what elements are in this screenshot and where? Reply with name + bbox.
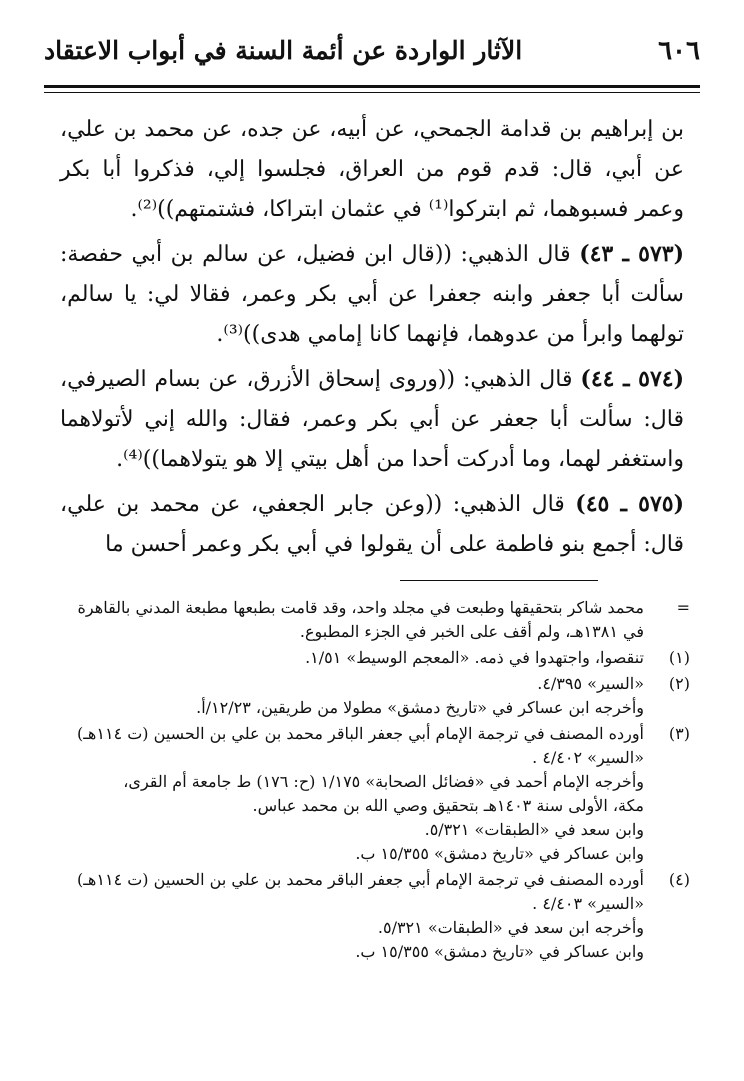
- footnote-mark: (٤): [668, 870, 690, 889]
- footnote-line: وأخرجه ابن عساكر في «تاريخ دمشق» مطولا من طريقين، ١٢/٢٣/أ.: [196, 698, 644, 717]
- athar-573: [60, 234, 684, 355]
- footnote-line: في ١٣٨١هـ، ولم أقف على الخبر في الجزء المطبوع.: [299, 622, 644, 641]
- paragraph-continuation: بن إبراهيم بن قدامة الجمحي، عن أبيه، عن جده، عن محمد بن علي، عن أبي، قال: قدم قوم من العراق، فجلسوا إلي، فذكروا أبا بكر وعمر فسبوهما، ثم ابتركوا⁽¹⁾ في عثمان ابتراكا، فشتمتهم))⁽²⁾.: [60, 117, 684, 222]
- running-title: الآثار الواردة عن أئمة السنة في أبواب الاعتقاد: [44, 36, 523, 65]
- footnote-line: وابن عساكر في «تاريخ دمشق» ١٥/٣٥٥ ب.: [355, 844, 644, 863]
- footnotes: [40, 596, 696, 966]
- footnote-mark: =: [676, 598, 690, 617]
- athar-575: [60, 484, 684, 565]
- athar-574: [60, 359, 684, 480]
- footnote-line: «السير» ٤/٤٠٣ .: [532, 894, 644, 913]
- footnote-line: وابن عساكر في «تاريخ دمشق» ١٥/٣٥٥ ب.: [355, 942, 644, 961]
- athar-number: (٥٧٣ ـ ٤٣): [579, 241, 684, 267]
- athar-text: قال الذهبي: ((وعن جابر الجعفي، عن محمد بن علي، قال: أجمع بنو فاطمة على أن يقولوا في أبي بكر وعمر أحسن ما: [60, 492, 684, 557]
- header-rule-thin: [44, 92, 700, 93]
- main-text: [60, 110, 684, 569]
- footnote-4: [40, 868, 696, 964]
- footnote-line: مكة، الأولى سنة ١٤٠٣هـ بتحقيق وصي الله بن محمد عباس.: [252, 796, 644, 815]
- page-header: [44, 30, 700, 82]
- footnote-1: [40, 646, 696, 670]
- header-rule: [44, 85, 700, 88]
- athar-text: قال الذهبي: ((وروى إسحاق الأزرق، عن بسام الصيرفي، قال: سألت أبا جعفر عن أبي بكر وعمر، فقال: والله إني لأتولاهما واستغفر لهما، وما أدركت أحدا من أهل بيتي إلا هو يتولاهما))⁽⁴⁾.: [60, 367, 684, 472]
- footnote-line: أورده المصنف في ترجمة الإمام أبي جعفر الباقر محمد بن علي بن الحسين (ت ١١٤هـ): [77, 870, 644, 889]
- footnote-mark: (٢): [668, 674, 690, 693]
- page-number: ٦٠٦: [658, 36, 700, 66]
- footnote-line: وابن سعد في «الطبقات» ٥/٣٢١.: [424, 820, 644, 839]
- footnote-mark: (٣): [668, 724, 690, 743]
- footnote-line: «السير» ٤/٤٠٢ .: [532, 748, 644, 767]
- footnote-line: محمد شاكر بتحقيقها وطبعت في مجلد واحد، وقد قامت بطبعها مطبعة المدني بالقاهرة: [77, 598, 644, 617]
- footnote-line: وأخرجه ابن سعد في «الطبقات» ٥/٣٢١.: [377, 918, 644, 937]
- athar-number: (٥٧٥ ـ ٤٥): [575, 491, 685, 517]
- footnote-separator: [400, 580, 598, 581]
- footnote-line: وأخرجه الإمام أحمد في «فضائل الصحابة» ١/١٧٥ (ح: ١٧٦) ط جامعة أم القرى،: [123, 772, 644, 791]
- footnote-2: [40, 672, 696, 720]
- footnote-line: أورده المصنف في ترجمة الإمام أبي جعفر الباقر محمد بن علي بن الحسين (ت ١١٤هـ): [77, 724, 644, 743]
- footnote-continuation: [40, 596, 696, 644]
- footnote-mark: (١): [668, 648, 690, 667]
- footnote-line: «السير» ٤/٣٩٥.: [537, 674, 644, 693]
- athar-text: قال الذهبي: ((قال ابن فضيل، عن سالم بن أبي حفصة: سألت أبا جعفر وابنه جعفرا عن أبي بكر وعمر، فقالا لي: يا سالم، تولهما وابرأ من عدوهما، فإنهما كانا إمامي هدى))⁽³⁾.: [60, 242, 684, 347]
- footnote-3: [40, 722, 696, 866]
- athar-number: (٥٧٤ ـ ٤٤): [580, 366, 684, 392]
- footnote-line: تنقصوا، واجتهدوا في ذمه. «المعجم الوسيط» ١/٥١.: [305, 648, 644, 667]
